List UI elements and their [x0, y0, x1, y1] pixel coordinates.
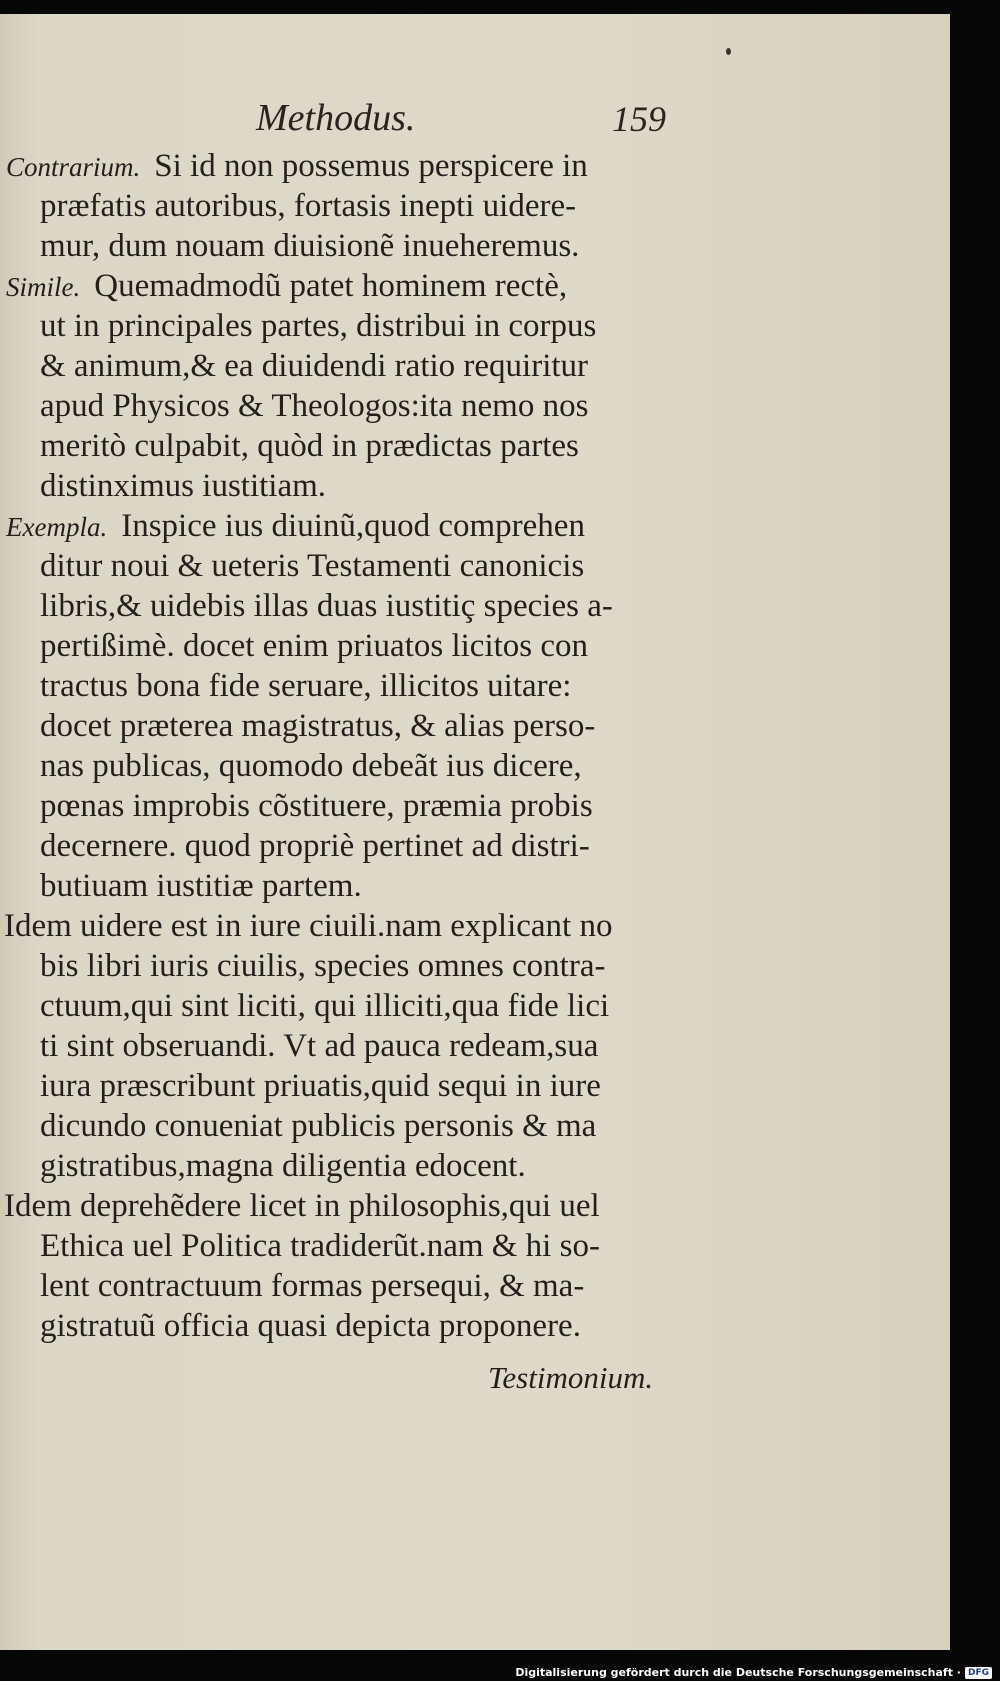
- line-text: libris,& uidebis illas duas iustitiç species a-: [40, 588, 613, 624]
- line-text: pertißimè. docet enim priuatos licitos con: [40, 628, 589, 664]
- text-line: [40, 946, 605, 986]
- line-text: Quemadmodũ patet hominem rectè,: [94, 268, 568, 304]
- text-line: [6, 146, 588, 187]
- line-text: butiuam iustitiæ partem.: [40, 868, 362, 904]
- text-line: [40, 1106, 596, 1146]
- text-line: [40, 786, 593, 826]
- text-line: [6, 506, 585, 547]
- text-line: [40, 1306, 581, 1346]
- line-text: Si id non possemus perspicere in: [154, 148, 588, 184]
- running-title: Methodus.: [256, 97, 416, 139]
- text-line: [40, 826, 590, 866]
- line-text: bis libri iuris ciuilis, species omnes contra-: [40, 948, 606, 984]
- digitization-credit: [515, 1666, 992, 1679]
- line-text: gistratibus,magna diligentia edocent.: [40, 1148, 526, 1184]
- line-text: mur, dum nouam diuisionẽ inueheremus.: [40, 228, 580, 264]
- credit-text: Digitalisierung gefördert durch die Deutsche Forschungsgemeinschaft ·: [515, 1666, 961, 1679]
- line-text: docet præterea magistratus, & alias perso-: [40, 708, 596, 744]
- text-line: [40, 866, 362, 906]
- line-text: nas publicas, quomodo debeãt ius dicere,: [40, 748, 582, 784]
- text-line: [40, 426, 579, 466]
- text-line: [40, 1146, 526, 1186]
- catchword: Testimonium.: [488, 1360, 654, 1395]
- text-line: [40, 186, 576, 226]
- text-line: [40, 1226, 600, 1266]
- line-text: Idem uidere est in iure ciuili.nam explicant no: [4, 908, 613, 944]
- text-line: [40, 1266, 584, 1306]
- text-line: [40, 1026, 598, 1066]
- text-line: [6, 266, 567, 307]
- page-header: [0, 86, 950, 146]
- text-line: [40, 986, 609, 1026]
- text-line: [40, 1066, 601, 1106]
- line-text: apud Physicos & Theologos:ita nemo nos: [40, 388, 589, 424]
- line-text: Ethica uel Politica tradiderũt.nam & hi so-: [40, 1228, 600, 1264]
- text-line: [40, 466, 326, 506]
- text-line: [40, 546, 584, 586]
- text-line: [40, 586, 613, 626]
- line-text: & animum,& ea diuidendi ratio requiritur: [40, 348, 589, 384]
- text-line: [40, 306, 596, 346]
- text-line: [40, 666, 571, 706]
- text-line: [40, 386, 588, 426]
- book-page: [0, 14, 950, 1650]
- line-text: ti sint obseruandi. Vt ad pauca redeam,sua: [40, 1028, 599, 1064]
- text-line: [40, 706, 595, 746]
- text-line: [40, 226, 579, 266]
- marginal-note: Contrarium.: [6, 152, 141, 182]
- line-text: gistratuũ officia quasi depicta proponere.: [40, 1308, 581, 1344]
- text-line: [4, 1186, 600, 1226]
- line-text: Inspice ius diuinũ,quod comprehen: [121, 508, 585, 544]
- line-text: præfatis autoribus, fortasis inepti uidere-: [40, 188, 577, 224]
- line-text: dicundo conueniat publicis personis & ma: [40, 1108, 597, 1144]
- line-text: ctuum,qui sint liciti, qui illiciti,qua fide lici: [40, 988, 610, 1024]
- dfg-logo: DFG: [965, 1667, 992, 1679]
- line-text: ut in principales partes, distribui in corpus: [40, 308, 597, 344]
- line-text: distinximus iustitiam.: [40, 468, 327, 504]
- line-text: iura præscribunt priuatis,quid sequi in iure: [40, 1068, 601, 1104]
- text-line: [40, 346, 588, 386]
- line-text: decernere. quod propriè pertinet ad distri-: [40, 828, 590, 864]
- line-text: tractus bona fide seruare, illicitos uitare:: [40, 668, 572, 704]
- line-text: lent contractuum formas persequi, & ma-: [40, 1268, 585, 1304]
- marginal-note: Exempla.: [6, 512, 108, 542]
- line-text: Idem deprehẽdere licet in philosophis,qui uel: [4, 1188, 600, 1224]
- text-line: [4, 906, 612, 946]
- line-text: ditur noui & ueteris Testamenti canonicis: [40, 548, 585, 584]
- marginal-note: Simile.: [6, 272, 81, 302]
- text-line: [40, 626, 588, 666]
- text-line: [40, 746, 582, 786]
- page-number: 159: [612, 99, 666, 139]
- line-text: meritò culpabit, quòd in prædictas partes: [40, 428, 579, 464]
- line-text: pœnas improbis cõstituere, præmia probis: [40, 788, 593, 824]
- ink-fleck: [726, 48, 731, 55]
